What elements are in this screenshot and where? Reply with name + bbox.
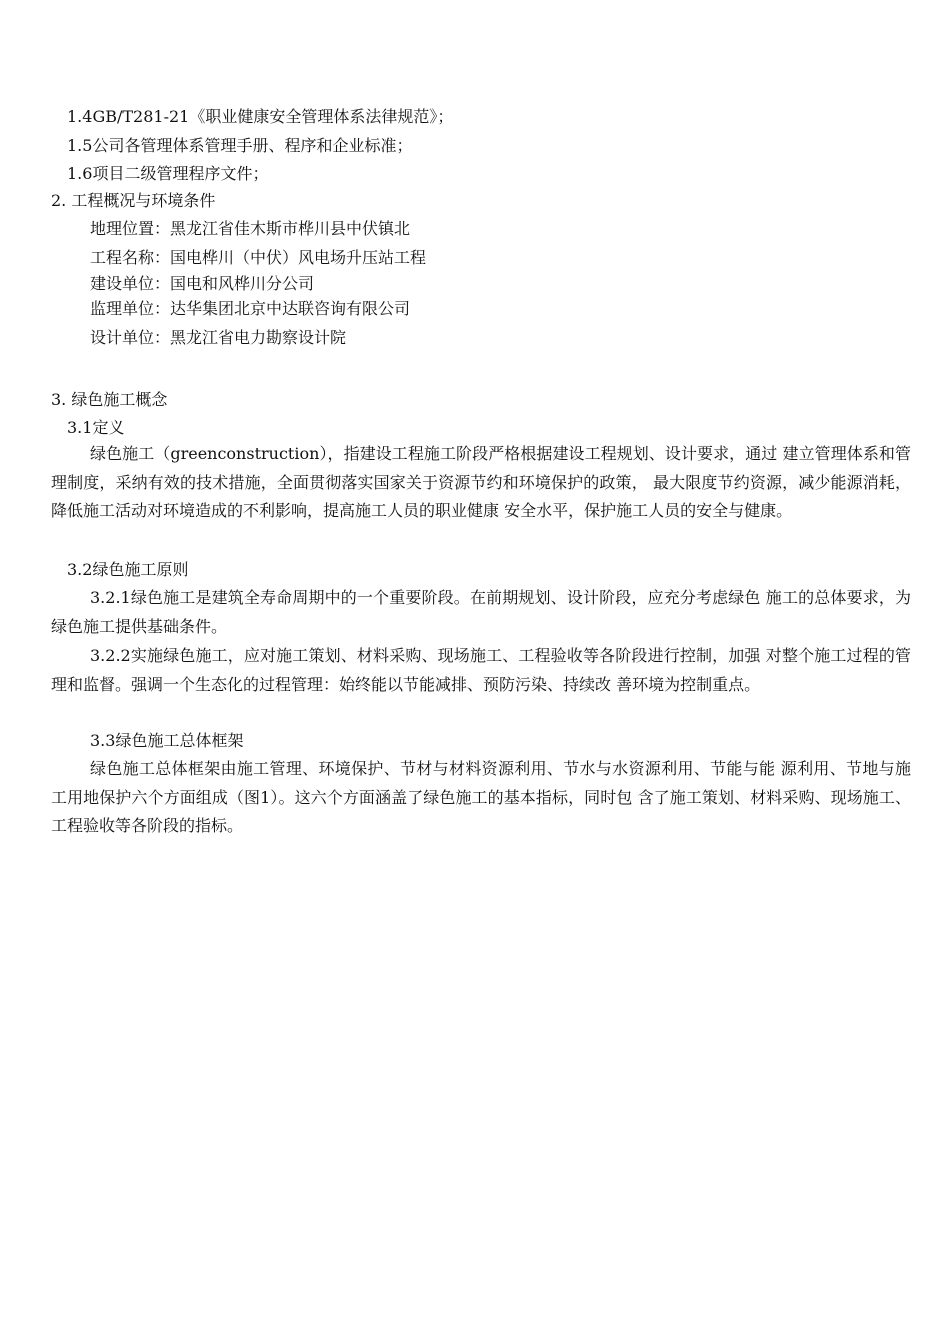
construction-unit: 建设单位：国电和风桦川分公司 <box>90 274 315 293</box>
section-3-3-heading: 3.3绿色施工总体框架 <box>90 731 244 750</box>
section-3-heading: 3. 绿色施工概念 <box>51 390 168 409</box>
supervision-unit: 监理单位：达华集团北京中达联咨询有限公司 <box>90 299 411 318</box>
reference-item-1-5: 1.5公司各管理体系管理手册、程序和企业标准； <box>67 136 413 155</box>
section-3-2-1-paragraph: 3.2.1绿色施工是建筑全寿命周期中的一个重要阶段。在前期规划、设计阶段，应充分考虑绿色 施工的总体要求，为绿色施工提供基础条件。 <box>51 588 911 636</box>
section-3-1-heading: 3.1定义 <box>67 418 125 437</box>
section-2-heading: 2. 工程概况与环境条件 <box>51 191 216 210</box>
section-3-2-2-paragraph: 3.2.2实施绿色施工，应对施工策划、材料采购、现场施工、工程验收等各阶段进行控制，加强 对整个施工过程的管理和监督。强调一个生态化的过程管理：始终能以节能减排、预防污染、持续改 善环境为控制重点。 <box>51 646 911 694</box>
project-location: 地理位置：黑龙江省佳木斯市桦川县中伏镇北 <box>90 219 411 238</box>
section-3-1-paragraph: 绿色施工（greenconstruction），指建设工程施工阶段严格根据建设工程规划、设计要求，通过 建立管理体系和管理制度，采纳有效的技术措施，全面贯彻落实国家关于资源节约和环境保护的政策， 最大限度节约资源，减少能源消耗，降低施工活动对环境造成的不利影响，提高施工人员的职业健康 安全水平，保护施工人员的安全与健康。 <box>51 444 911 520</box>
project-name: 工程名称：国电桦川（中伏）风电场升压站工程 <box>90 248 427 267</box>
design-unit: 设计单位：黑龙江省电力勘察设计院 <box>90 328 347 347</box>
reference-item-1-6: 1.6项目二级管理程序文件； <box>67 164 269 183</box>
reference-item-1-4: 1.4GB/T281-21《职业健康安全管理体系法律规范》； <box>67 107 454 126</box>
section-3-2-heading: 3.2绿色施工原则 <box>67 560 189 579</box>
section-3-3-paragraph: 绿色施工总体框架由施工管理、环境保护、节材与材料资源利用、节水与水资源利用、节能与能 源利用、节地与施工用地保护六个方面组成（图1）。这六个方面涵盖了绿色施工的基本指标，同时包 含了施工策划、材料采购、现场施工、工程验收等各阶段的指标。 <box>51 759 911 835</box>
